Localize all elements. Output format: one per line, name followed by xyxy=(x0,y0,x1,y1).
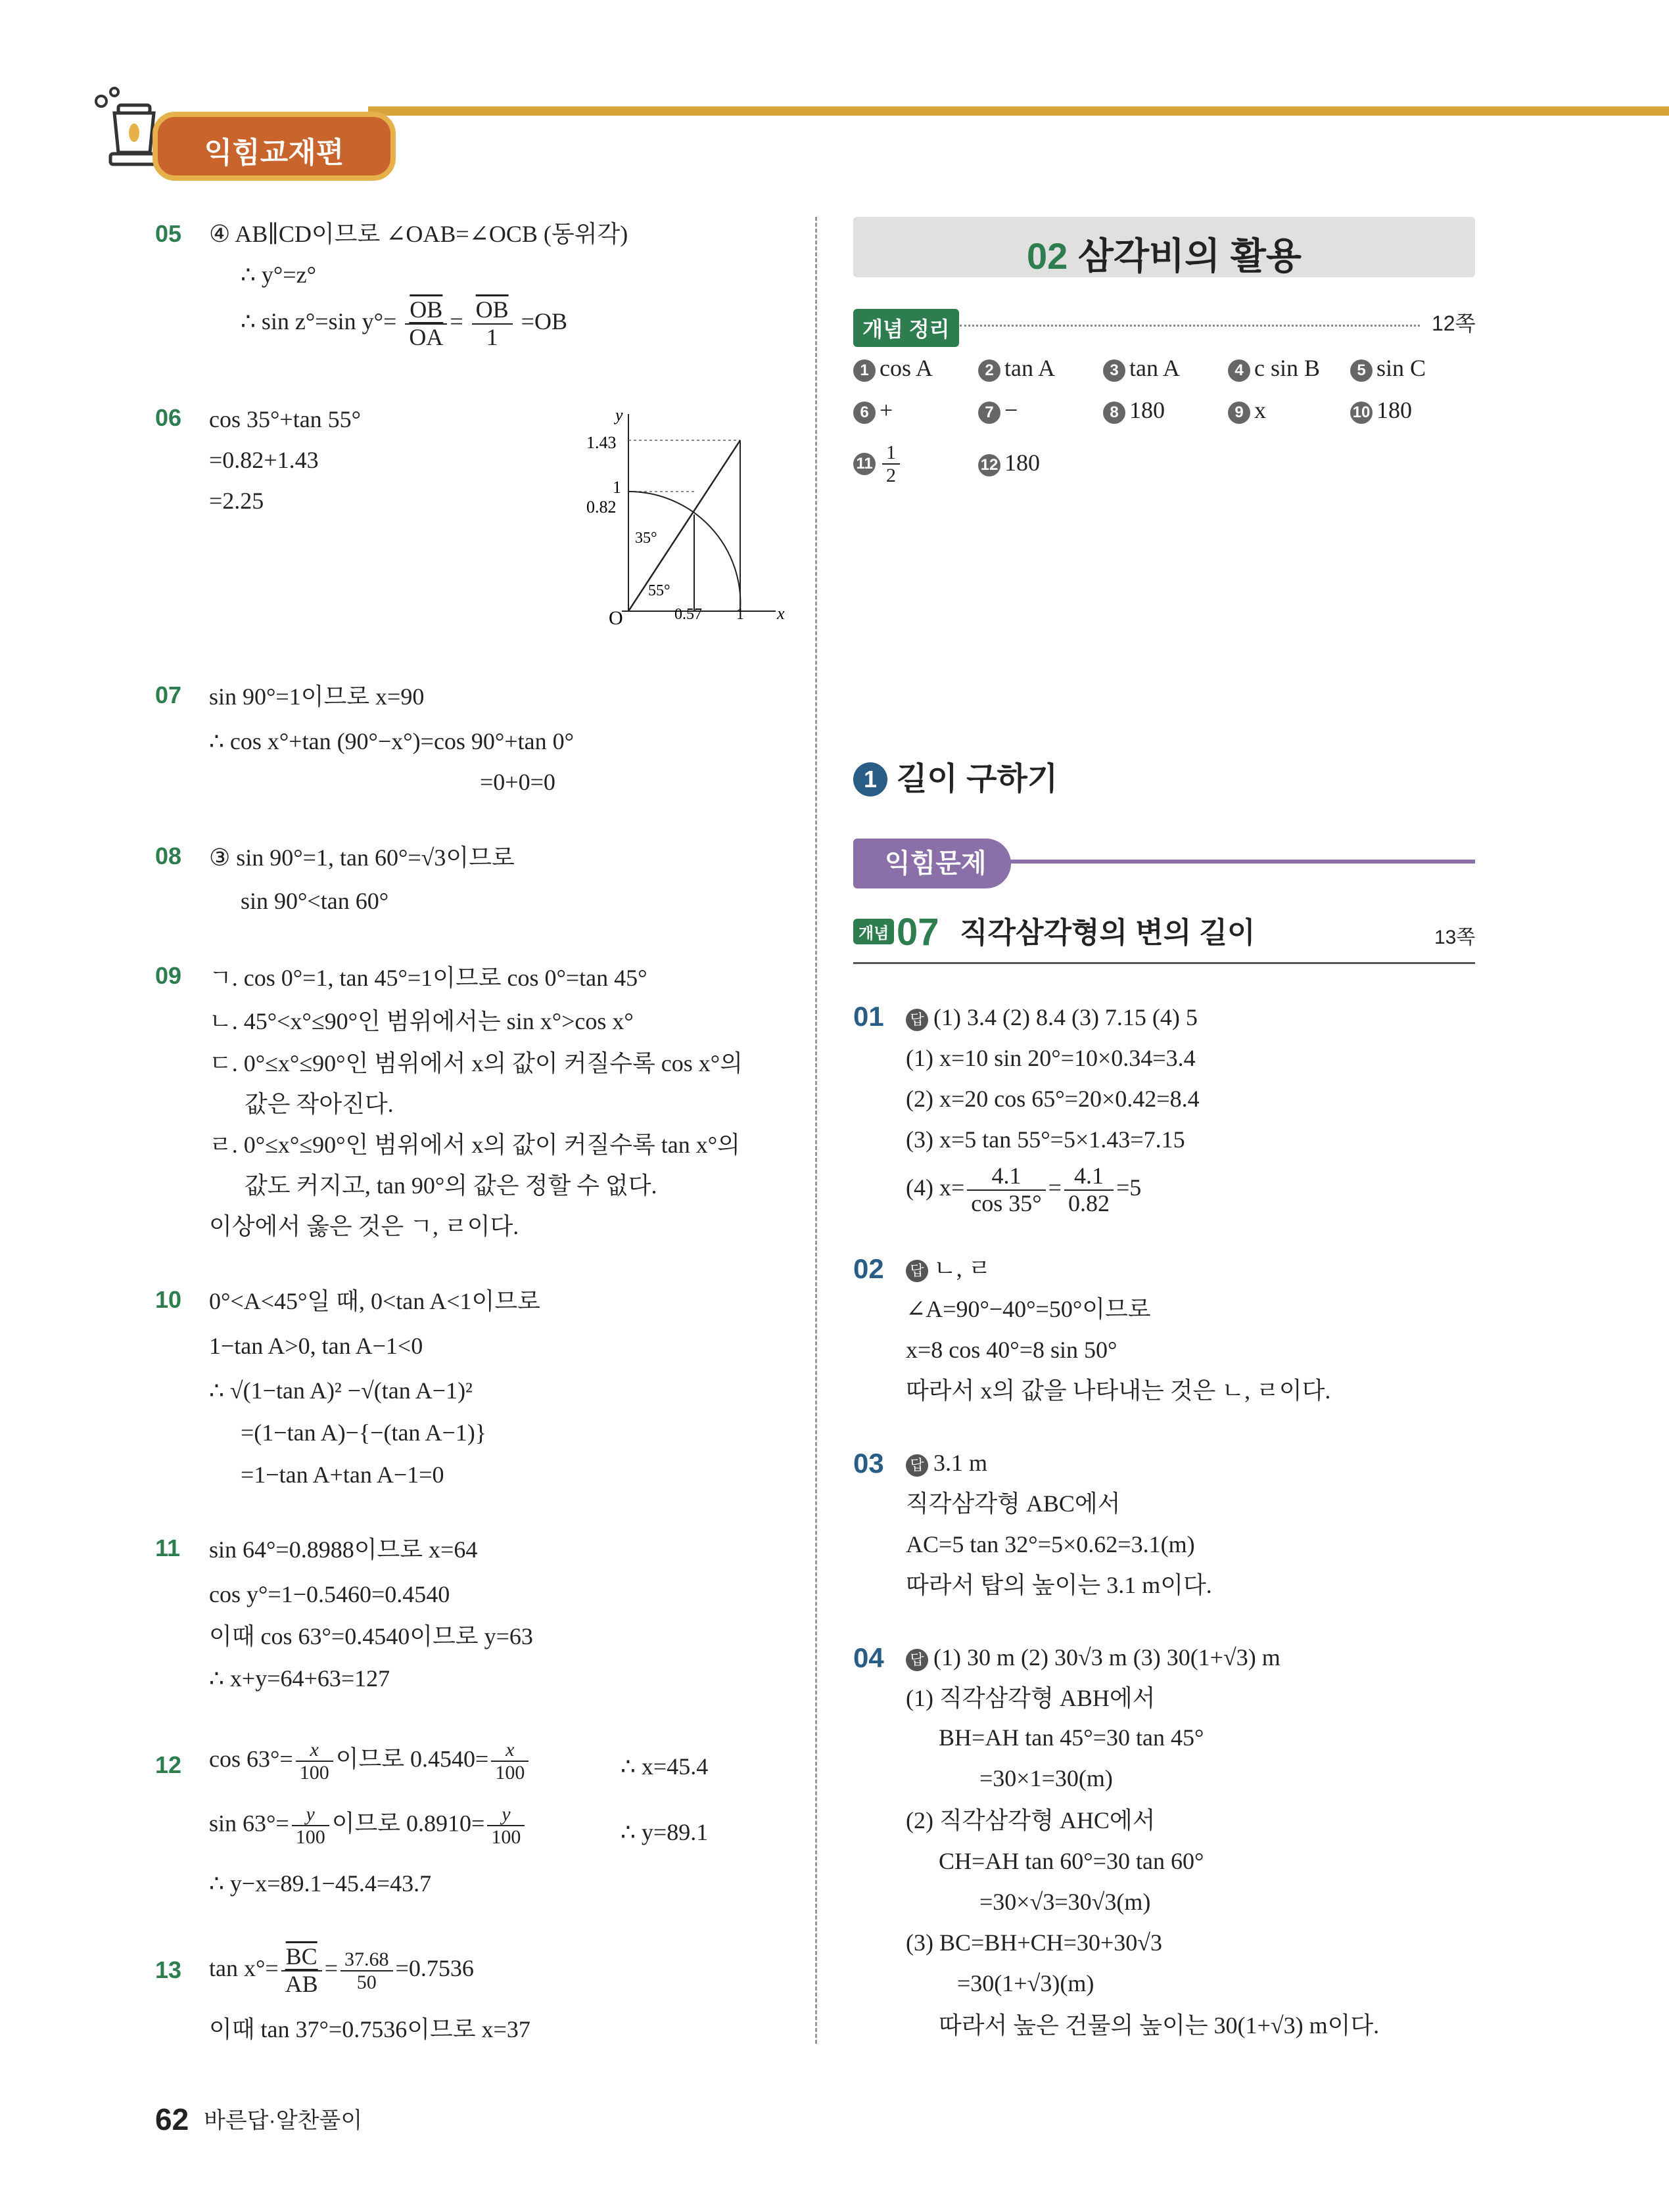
answer-line xyxy=(906,1646,1281,1671)
concept-index: 6 xyxy=(853,402,876,424)
text-line: ㄴ. 45°<x°≤90°인 범위에서는 sin x°>cos x° xyxy=(209,1008,634,1034)
concept-index: 10 xyxy=(1350,402,1373,424)
answer-line xyxy=(906,1256,991,1282)
text-line: BH=AH tan 45°=30 tan 45° xyxy=(939,1724,1204,1751)
answer-mark: 답 xyxy=(906,1260,928,1282)
angle-label: 55° xyxy=(648,582,670,599)
answer-line xyxy=(906,1005,1198,1031)
formula-line: (4) x= $\frac{4.1}{\cos 35^\circ}$ = $\frac{4.1}{0.82}$ =5 xyxy=(906,1163,1142,1216)
problem-number: 05 xyxy=(155,220,182,247)
fraction-denominator: 2 xyxy=(886,465,896,486)
concept-item xyxy=(853,442,903,486)
fraction-numerator: y xyxy=(292,1803,329,1826)
concept-value: 180 xyxy=(1376,397,1412,423)
fraction-numerator: 1 xyxy=(882,442,900,465)
answer-line xyxy=(906,1451,987,1477)
problem-number: 08 xyxy=(155,842,182,869)
formula-text: =5 xyxy=(1116,1174,1142,1201)
text-line: ∠A=90°−40°=50°이므로 xyxy=(906,1296,1151,1322)
answer-mark: 답 xyxy=(906,1009,928,1031)
fraction-denominator: 1 xyxy=(486,323,498,350)
fraction-numerator: 4.1 xyxy=(1064,1163,1114,1191)
problem-number: 13 xyxy=(155,1956,182,1983)
answer-text: 3.1 m xyxy=(933,1450,988,1476)
fraction-numerator: $\overline{BC}$ xyxy=(281,1944,322,1971)
tick-label: 0.57 xyxy=(674,606,702,623)
section-title: 삼각비의 활용 xyxy=(1077,235,1302,277)
page-number: 62 xyxy=(155,2102,189,2136)
problem-number: 12 xyxy=(155,1751,182,1778)
tick-label: 1.43 xyxy=(586,433,617,452)
answer-text: ㄴ, ㄹ xyxy=(933,1255,991,1281)
fraction-numerator: $\overline{OB}$ xyxy=(405,297,447,325)
column-divider xyxy=(815,217,817,2044)
concept-index: 11 xyxy=(853,453,876,475)
question-number: 01 xyxy=(853,1001,884,1032)
footer-label: 바른답·알찬풀이 xyxy=(204,2108,363,2133)
formula-text: 이므로 0.8910= xyxy=(331,1810,485,1837)
fraction-numerator: y xyxy=(487,1803,525,1826)
practice-tab xyxy=(853,839,1011,888)
text-line: 따라서 높은 건물의 높이는 30(1+√3) m이다. xyxy=(939,2012,1380,2039)
dotted-rule xyxy=(960,325,1420,327)
formula-text: tan x°= xyxy=(209,1954,279,1981)
text-line: x=8 cos 40°=8 sin 50° xyxy=(906,1337,1117,1363)
axis-label-x: x xyxy=(777,604,785,623)
subsection-number: 1 xyxy=(853,762,887,796)
concept-item xyxy=(1103,356,1180,382)
concept-value: − xyxy=(1004,397,1018,423)
concept-tag: 개념 xyxy=(853,919,894,944)
text-line: 0°<A<45°일 때, 0<tan A<1이므로 xyxy=(209,1288,540,1314)
concept-item xyxy=(1350,398,1412,424)
text-line: ∴ y°=z° xyxy=(241,262,316,288)
unit-circle-figure xyxy=(578,407,789,631)
fraction-denominator: cos 35° xyxy=(971,1189,1042,1216)
fraction-denominator: 0.82 xyxy=(1068,1189,1110,1216)
concept-item xyxy=(1228,356,1320,382)
text-line: ㄹ. 0°≤x°≤90°인 범위에서 x의 값이 커질수록 tan x°의 xyxy=(209,1132,740,1158)
text-line: 값은 작아진다. xyxy=(245,1091,394,1117)
formula-text: sin 63°= xyxy=(209,1810,289,1837)
topic-number: 07 xyxy=(897,911,939,954)
fraction-numerator: 37.68 xyxy=(341,1948,393,1971)
concept-item xyxy=(978,356,1055,382)
problem-number: 09 xyxy=(155,962,182,989)
formula-line xyxy=(209,1803,527,1848)
answer-text: (1) 30 m (2) 30√3 m (3) 30(1+√3) m xyxy=(933,1644,1281,1671)
concept-index: 7 xyxy=(978,402,1000,424)
fraction-denominator: OA xyxy=(409,323,444,350)
concept-item xyxy=(1350,356,1426,382)
topic-title: 직각삼각형의 변의 길이 xyxy=(960,917,1256,949)
text-line: (2) x=20 cos 65°=20×0.42=8.4 xyxy=(906,1086,1200,1112)
text-line: ∴ y−x=89.1−45.4=43.7 xyxy=(209,1870,432,1897)
concept-index: 8 xyxy=(1103,402,1125,424)
concept-index: 9 xyxy=(1228,402,1250,424)
concept-item xyxy=(1103,398,1165,424)
concept-value: + xyxy=(880,397,893,423)
tick-label: 1 xyxy=(736,606,744,623)
section-header xyxy=(853,217,1475,277)
text-line: =30×1=30(m) xyxy=(979,1765,1113,1791)
concept-page: 12쪽 xyxy=(1432,311,1476,335)
fraction-numerator: x xyxy=(296,1739,333,1762)
formula-text: cos 63°= xyxy=(209,1745,293,1772)
axis-label-y: y xyxy=(615,407,623,425)
formula-text: ∴ sin z°=sin y°= xyxy=(241,308,397,334)
text-line: =2.25 xyxy=(209,488,264,514)
formula-line xyxy=(209,1739,531,1784)
concept-value: x xyxy=(1254,397,1266,423)
problem-number: 11 xyxy=(155,1534,181,1561)
text-line: 값도 커지고, tan 90°의 값은 정할 수 없다. xyxy=(245,1172,657,1199)
text-line: =(1−tan A)−{−(tan A−1)} xyxy=(241,1419,487,1446)
text-line: (1) 직각삼각형 ABH에서 xyxy=(906,1685,1156,1711)
text-line: cos y°=1−0.5460=0.4540 xyxy=(209,1581,450,1607)
tick-label: 1 xyxy=(613,478,621,497)
header-tab xyxy=(153,112,396,181)
formula-text: 이므로 0.4540= xyxy=(335,1745,489,1772)
text-line: 직각삼각형 ABC에서 xyxy=(906,1490,1121,1517)
concept-value: 180 xyxy=(1129,397,1165,423)
text-line: sin 64°=0.8988이므로 x=64 xyxy=(209,1536,478,1563)
text-line: (2) 직각삼각형 AHC에서 xyxy=(906,1807,1156,1833)
answer-mark: 답 xyxy=(906,1649,928,1671)
question-number: 04 xyxy=(853,1642,884,1673)
concept-item xyxy=(1228,398,1266,424)
text-line: ∴ cos x°+tan (90°−x°)=cos 90°+tan 0° xyxy=(209,728,575,754)
concept-index: 3 xyxy=(1103,359,1125,382)
formula-text: =0.7536 xyxy=(395,1954,474,1981)
concept-index: 1 xyxy=(853,359,876,382)
result-text: ∴ x=45.4 xyxy=(621,1753,709,1780)
fraction-numerator: x xyxy=(491,1739,529,1762)
fraction-denominator: 100 xyxy=(495,1762,525,1784)
practice-label: 익힘문제 xyxy=(885,849,987,878)
text-line: 1−tan A>0, tan A−1<0 xyxy=(209,1333,423,1359)
text-line: CH=AH tan 60°=30 tan 60° xyxy=(939,1848,1204,1874)
concept-index: 4 xyxy=(1228,359,1250,382)
fraction-denominator: AB xyxy=(285,1970,318,1997)
text-line: ④ AB∥CD이므로 ∠OAB=∠OCB (동위각) xyxy=(209,221,628,247)
text-line: =0.82+1.43 xyxy=(209,447,319,473)
problem-number: 10 xyxy=(155,1286,182,1313)
text-line: (1) x=10 sin 20°=10×0.34=3.4 xyxy=(906,1045,1196,1071)
question-number: 02 xyxy=(853,1253,884,1284)
formula-line: tan x°= $\frac{\overline{BC}}{AB}$ = $\frac{37.68}{50}$ =0.7536 xyxy=(209,1943,474,1997)
text-line: ∴ √(1−tan A)² −√(tan A−1)² xyxy=(209,1377,473,1404)
formula-text: (4) x= xyxy=(906,1174,965,1201)
question-number: 03 xyxy=(853,1448,884,1479)
concept-item xyxy=(978,451,1040,476)
text-line: sin 90°<tan 60° xyxy=(241,888,389,914)
text-line: 이상에서 옳은 것은 ㄱ, ㄹ이다. xyxy=(209,1213,519,1239)
subsection-title: 길이 구하기 xyxy=(897,762,1058,796)
fraction-denominator: 100 xyxy=(295,1826,325,1848)
problem-number: 06 xyxy=(155,404,182,431)
concept-value: tan A xyxy=(1129,355,1180,381)
text-line: =0+0=0 xyxy=(480,769,555,795)
topic-rule xyxy=(853,962,1475,964)
text-line: =1−tan A+tan A−1=0 xyxy=(241,1462,444,1488)
text-line: AC=5 tan 32°=5×0.62=3.1(m) xyxy=(906,1531,1195,1557)
header-bar xyxy=(368,106,1669,116)
fraction-numerator: $\overline{OB}$ xyxy=(472,297,513,325)
text-line: 따라서 x의 값을 나타내는 것은 ㄴ, ㄹ이다. xyxy=(906,1377,1331,1404)
text-line: ㄷ. 0°≤x°≤90°인 범위에서 x의 값이 커질수록 cos x°의 xyxy=(209,1050,743,1076)
concept-value: cos A xyxy=(880,355,933,381)
origin-label: O xyxy=(609,607,623,629)
answer-text: (1) 3.4 (2) 8.4 (3) 7.15 (4) 5 xyxy=(933,1004,1198,1030)
concept-value: sin C xyxy=(1376,355,1426,381)
concept-item xyxy=(978,398,1018,424)
concept-item xyxy=(853,398,893,424)
text-line: cos 35°+tan 55° xyxy=(209,406,362,432)
concept-value: c sin B xyxy=(1254,355,1321,381)
text-line: sin 90°=1이므로 x=90 xyxy=(209,683,425,710)
topic-page: 13쪽 xyxy=(1434,927,1476,948)
text-line: 이때 tan 37°=0.7536이므로 x=37 xyxy=(209,2016,530,2042)
text-line: =30×√3=30√3(m) xyxy=(979,1889,1151,1915)
fraction-denominator: 100 xyxy=(299,1762,329,1784)
concept-badge: 개념 정리 xyxy=(853,309,959,347)
text-line: 따라서 탑의 높이는 3.1 m이다. xyxy=(906,1572,1212,1598)
answer-mark: 답 xyxy=(906,1454,928,1477)
fraction-numerator: 4.1 xyxy=(967,1163,1045,1191)
text-line: ③ sin 90°=1, tan 60°=√3이므로 xyxy=(209,844,515,871)
fraction-denominator: 50 xyxy=(356,1971,377,1993)
concept-index: 2 xyxy=(978,359,1000,382)
result-text: ∴ y=89.1 xyxy=(621,1819,709,1845)
concept-index: 12 xyxy=(978,454,1000,476)
text-line: 이때 cos 63°=0.4540이므로 y=63 xyxy=(209,1623,533,1649)
angle-label: 35° xyxy=(635,530,657,547)
concept-index: 5 xyxy=(1350,359,1373,382)
fraction-denominator: 100 xyxy=(491,1826,521,1848)
text-line: =30(1+√3)(m) xyxy=(957,1970,1094,1996)
concept-value: tan A xyxy=(1004,355,1055,381)
formula-line: ∴ sin z°=sin y°= $\frac{\overline{OB}}{OA}$ = $\frac{\overline{OB}}{1}$ =OB xyxy=(241,296,567,350)
tick-label: 0.82 xyxy=(586,497,617,517)
text-line: (3) BC=BH+CH=30+30√3 xyxy=(906,1929,1162,1956)
text-line: ∴ x+y=64+63=127 xyxy=(209,1665,390,1692)
problem-number: 07 xyxy=(155,681,182,708)
formula-text: =OB xyxy=(521,308,567,334)
practice-rule xyxy=(1006,860,1475,864)
header-tab-label: 익힘교재편 xyxy=(204,137,344,169)
text-line: ㄱ. cos 0°=1, tan 45°=1이므로 cos 0°=tan 45° xyxy=(209,965,647,991)
concept-value: 180 xyxy=(1004,449,1040,476)
concept-item xyxy=(853,356,933,382)
text-line: (3) x=5 tan 55°=5×1.43=7.15 xyxy=(906,1126,1185,1153)
section-number: 02 xyxy=(1027,235,1068,277)
